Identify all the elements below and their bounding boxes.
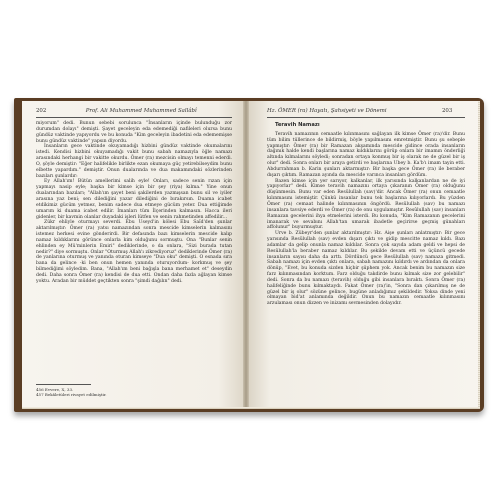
left-page	[22, 101, 245, 407]
left-header-rule	[36, 117, 232, 118]
right-paragraph: Bazen kimse için yer sarıyor, kalkanlar, ilk yarısında kalkanlardan ne de iyi yapıyorlar" dedi. Kimse teravih namazını ortaya çıkaranın Ömer (ra) olduğunu düşünmesin. Bunu var eden Resûlullah (sav)'dir. Ancak Ömer (ra) onun cemaatle kılınmasını istemiştir. Çünkü insanlar bunu tek başlarına kılıyorlardı. Bu yüzden Ömer (ra) cemaat halinde kılınmasının öngördü. Resûlullah (sav) bu namazı insanlara tavsiye ederdi ve Ömer (ra) de onu uygulamıştır. Resûlullah (sav) insanları Ramazan gecelerini ihya etmelerini isterdi. Bu konuda, "Kim Ramazanın gecelerini imanarak ve sevabını Allah'tan umarak ibadetle geçirirse geçmiş günahları affolunur" buyurmuştur.	[267, 178, 465, 231]
left-paragraph: İnsanların gece vaktinde okuyamadığı hizbini gündüz vaktinde okumalarını istedi. Kendisi hizbini okuyamadığı vakit bunu sabah namazıyla öğle namazı arasındaki herhangi bir vakitte okurdu. Ömer (ra) mezcisin olmayı temenni ederdi. O, şöyle demiştir: "Eğer halifelikle birlikte ezan okumaya güç yetirebilseydim bunu elbette yapardım." demiştir. Onun dualarında ve dua makamındaki sözlerinden bazıları şunlardır:	[36, 144, 232, 179]
right-paragraph: Teravih namazının cemaatle kılınmasını sağlayan ilk kimse Ömer (ra)'dir. Bunu tüm bilim tüllerince de bildirmiş, böyle yapılmasını emretmiştir. Bunu şu sebeple yapmıştır: Ömer (ra) bir Ramazan akşamında mescide gidince orada insanların dağınık halde kendi başlarına namaz kıldıklarını görüp onlara bir imamın önderliği altında kılmalarını söyledi; sonradan ortaya konmuş bir iş olarak ne de güzel bir iş olur" dedi. Sonra onları bir araya getirdi ve başlarına Ubey b. Ka'b'ı imam tayin etti. Abdurrahman b. Karin şunları aktarmıştır: Bir başka gece Ömer (ra) ile beraber dışarı çıktım. Ramazan ayında da mescide varınca insanları gördüm.	[267, 131, 465, 178]
right-page	[247, 101, 478, 407]
right-body-text	[267, 121, 465, 307]
left-paragraph: miyorum" dedi. Bunun sebebi sorulunca "İnsanların içinde bulunduğu zor durumdan dolayı" demişti. Şayet geceleyin eda edemediği nafileleri olursa bunu gündüz vaktinde yapıyordu ve bu konuda "Kim geceleyin ibadetini eda edememişse bunu gündüz vaktinde" yapsın diyordu.	[36, 121, 232, 144]
left-paragraph: Zükr ehliyle oturmayı severdi. Ebu Useyd'in kölesi Ebu Saîd'den şunlar aktarılmıştır: Ömer (ra) yatsı namazından sonra mescide kimselerin kalmasını istemez herkesi evine gönderirdi. Bir defasında bazı kimselerin mescide kalıp namaz kıldıklarını görünce onlarla kim olduğunu sormuştu. Ona "Bunlar senin ehlinden ey Mü'minlerin Emiri" dediklerinde, o da onlara, "Sizi burada tutan nedir?" diye sormuştu. Onlar "Oturmuş Allah'ı zikrediyoruz" dediklerinde Ömer (ra) de yanlarına oturmuş ve yanında oturan kimseye "Dua oku" demişti. O esnada sıra bana da gelince -ki ben onun hemen yanında oturuyordum- korkmuş ve şey bilmediğimi söyledim. Bana, "Allah'ım beni bağışla bana merhamet et" deseydin dedi. Daha sonra Ömer (ra) kendisi de dua etti. Ondan daha fazla ağlayan kimse yoktu. Aradan bir müddet geçtikten sonra "şimdi dağılın" dedi.	[36, 220, 232, 284]
footnote-rule	[36, 384, 91, 385]
left-running-title: Prof. Ali Muhammed Muhammed Sallâbî	[85, 108, 197, 114]
book-gutter	[243, 101, 249, 407]
right-page-number: 203	[441, 108, 453, 114]
left-running-head	[36, 108, 197, 114]
footnote: 456 Evvere, X, 33.	[36, 387, 74, 392]
left-paragraph: Ey Allah'ım! Bütün amellerimi salih eyle! Onları, sadece senin rızan için yapmayı nasip eyle; başka bir kimse için bir şey (riya) kılma." Yine onun dualarından bazıları; "Allah'ım şayet beni şakilerden yazmışsan bunu sil ve iyiler arasına yaz beni; sen dilediğini yazar dilediğini de bırakırsın. Duama icabet etdikimiz gücüm yetmez, benim sadece dua etmeye gücüm yeter. Dua ettiğimde umarım ki duama icabet edilir. İmanları tüm İlçerinden kalmasın. Hacca ileri gidenler, bir kavmin olanlar duyadaki işleri lütfen ve senin rahmetinden affedilir...	[36, 179, 232, 220]
section-title: Teravih Namazı	[275, 122, 320, 128]
left-body-text	[36, 121, 232, 285]
right-running-title: Hz. ÖMER (ra) Hayatı, Şahsiyeti ve Dönemi	[267, 108, 387, 114]
right-paragraph: Urve b. Zübeyr'den şunlar aktarılmıştır: Hz. Aişe şunları anlatmıştır: Bir gece yarısında Resûlullah (sav) evden dışarı çıktı ve gidip mescitte namaz kıldı. Bazı adamlar da gelip onunla namaz kıldılar. Sonra çok sayıda adam geldi ve hepsi de Resûlullah'la beraber namaz kıldılar. Bu şekilde devam etti ve üçüncü gecede insanların sayısı daha da arttı. Dördüncü gece Resûlullah (sav) namaza gitmedi. Sabah namazı için evden çıktı onlara, sabah namazını kıldırdı ve ardından da onlara dönüp, "Evet, bu konuda sizden hiçbir şüphem yok. Ancak benim bu namazın size farz kılınmasından korktum. Farz olduğu takdirde bunu kılmak size zor gelebilir" dedi. Sonra da bu namazı (teravih) olduğu gibi insanlara bıraktı. Sonra Ömer (ra) halifeliğinde bunu kılmaktaydı. Fakat Ömer (ra)'in, "Sonra dan çıkarılmış ne de güzel bir iş olur" sözüne gelince, bugüne anladığımız şekildedir. Yoksa dinde yeni olmayan bid'at anlamında değildir. Onun bu namazın cemaatle kılınmasını arzulaması onun dizzen ve inizamı sevmesinden dolayıdır.	[267, 231, 465, 307]
left-page-number: 202	[36, 108, 47, 114]
footnote: 457 Bekâletüleri rivayet edilmiştir.	[36, 392, 107, 397]
right-running-head	[267, 108, 452, 114]
footnotes	[36, 387, 232, 397]
right-header-rule	[267, 117, 465, 118]
